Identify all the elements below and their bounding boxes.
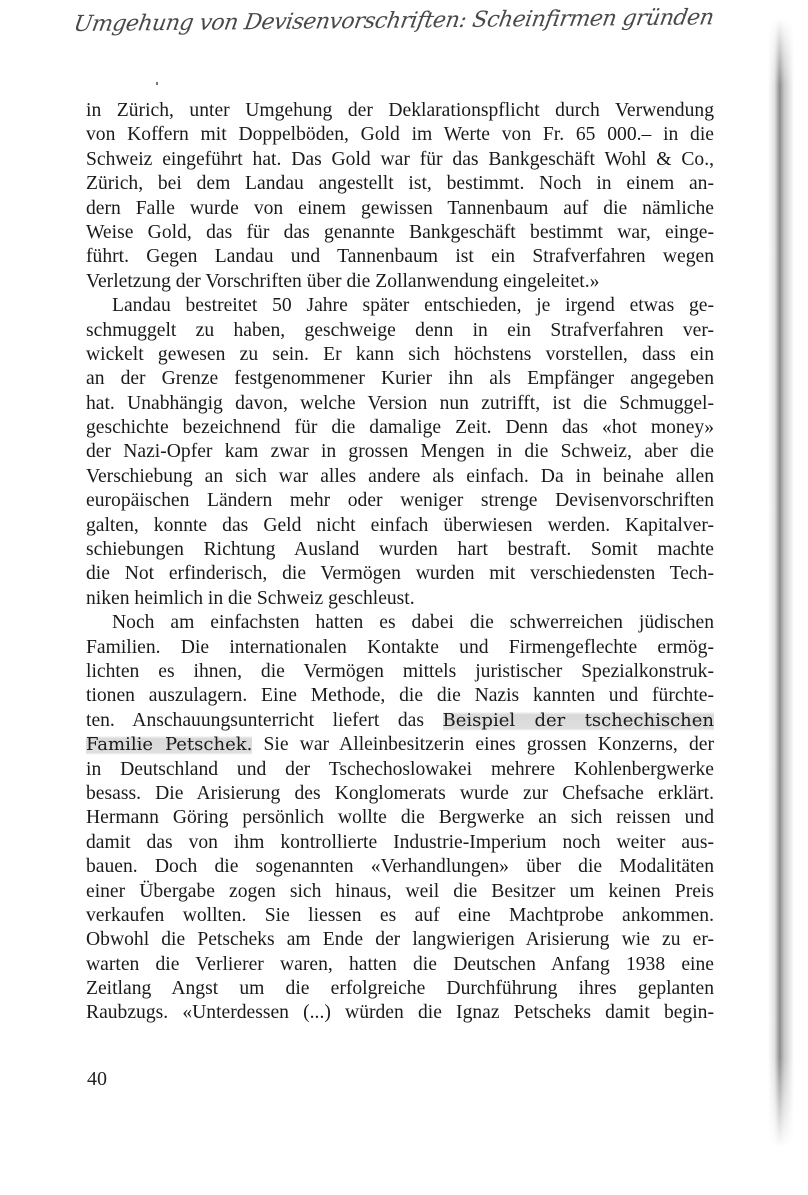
- text-line: in Zürich, unter Umgehung der Deklarationspflicht durch Verwendung: [86, 100, 714, 121]
- text-line: dern Falle wurde von einem gewissen Tannenbaum auf die nämliche: [86, 197, 714, 219]
- body-text: [86, 99, 714, 1026]
- text-line: hat. Unabhängig davon, welche Version nun zutrifft, ist die Schmuggel-: [86, 392, 714, 414]
- text-line: der Nazi-Opfer kam zwar in grossen Mengen in die Schweiz, aber die: [86, 441, 714, 463]
- text-line-with-highlight: [86, 709, 714, 733]
- text-line: Schweiz eingeführt hat. Das Gold war für das Bankgeschäft Wohl & Co.,: [86, 148, 714, 170]
- text-line: Verschiebung an sich war alles andere als einfach. Da in beinahe allen: [86, 465, 714, 487]
- text-fragment: ten. Anschauungsunterricht liefert das: [86, 709, 443, 731]
- text-line: Landau bestreitet 50 Jahre später entschieden, je irgend etwas ge-: [112, 295, 714, 317]
- text-line: besass. Die Arisierung des Konglomerats wurde zur Chefsache erklärt.: [86, 782, 714, 804]
- text-line: tionen auszulagern. Eine Methode, die die Nazis kannten und fürchte-: [86, 685, 714, 707]
- text-line: Obwohl die Petscheks am Ende der langwierigen Arisierung wie zu er-: [86, 929, 714, 951]
- text-line: Weise Gold, das für das genannte Bankgeschäft bestimmt war, einge-: [86, 221, 714, 243]
- stray-mark: [156, 82, 158, 85]
- handwritten-annotation: Umgehung von Devisenvorschriften: Scheinfirmen gründen: [71, 5, 716, 38]
- text-line: Hermann Göring persönlich wollte die Bergwerke an sich reissen und: [86, 807, 714, 829]
- text-line: Familien. Die internationalen Kontakte und Firmengeflechte ermög-: [86, 636, 714, 658]
- text-line: bauen. Doch die sogenannten «Verhandlungen» über die Modalitäten: [86, 856, 714, 878]
- text-line: Zürich, bei dem Landau angestellt ist, bestimmt. Noch in einem an-: [86, 173, 714, 195]
- text-line: Zeitlang Angst um die erfolgreiche Durchführung ihres geplanten: [86, 978, 714, 1000]
- text-line: einer Übergabe zogen sich hinaus, weil die Besitzer um keinen Preis: [86, 880, 714, 902]
- highlighted-text: Familie Petschek.: [86, 734, 253, 756]
- text-line-with-highlight: [86, 733, 714, 757]
- text-line: schmuggelt zu haben, geschweige denn in ein Strafverfahren ver-: [86, 319, 714, 341]
- paragraph-3: [86, 611, 714, 1026]
- text-line: warten die Verlierer waren, hatten die Deutschen Anfang 1938 eine: [86, 953, 714, 975]
- text-line: niken heimlich in die Schweiz geschleust.: [86, 587, 415, 609]
- text-line: Noch am einfachsten hatten es dabei die schwerreichen jüdischen: [112, 612, 714, 634]
- text-line: lichten es ihnen, die Vermögen mittels juristischer Spezialkonstruk-: [86, 660, 714, 682]
- text-line: Verletzung der Vorschriften über die Zollanwendung eingeleitet.»: [86, 270, 600, 292]
- paragraph-2: [86, 294, 714, 611]
- paragraph-1: [86, 99, 714, 294]
- page-number: 40: [87, 1068, 107, 1090]
- text-fragment: Sie war Alleinbesitzerin eines grossen Konzerns, der: [252, 734, 715, 756]
- text-line: führt. Gegen Landau und Tannenbaum ist ein Strafverfahren wegen: [86, 246, 714, 268]
- text-line: geschichte bezeichnend für die damalige Zeit. Denn das «hot money»: [86, 417, 714, 439]
- book-spine-shadow: [768, 18, 794, 1148]
- text-line: europäischen Ländern mehr oder weniger strenge Devisenvorschriften: [86, 490, 714, 512]
- text-line: die Not erfinderisch, die Vermögen wurden mit verschiedensten Tech-: [86, 563, 714, 585]
- text-line: galten, konnte das Geld nicht einfach überwiesen werden. Kapitalver-: [86, 514, 714, 536]
- text-line: schiebungen Richtung Ausland wurden hart bestraft. Somit machte: [86, 539, 714, 561]
- text-line: verkaufen wollten. Sie liessen es auf eine Machtprobe ankommen.: [86, 904, 714, 926]
- text-line: Raubzugs. «Unterdessen (...) würden die Ignaz Petscheks damit begin-: [86, 1002, 714, 1024]
- text-line: in Deutschland und der Tschechoslowakei mehrere Kohlenbergwerke: [86, 758, 714, 780]
- text-line: wickelt gewesen zu sein. Er kann sich höchstens vorstellen, dass ein: [86, 343, 714, 365]
- text-line: damit das von ihm kontrollierte Industrie-Imperium noch weiter aus-: [86, 831, 714, 853]
- text-line: von Koffern mit Doppelböden, Gold im Werte von Fr. 65 000.– in die: [86, 124, 714, 146]
- text-line: an der Grenze festgenommener Kurier ihn als Empfänger angegeben: [86, 368, 714, 390]
- highlighted-text: Beispiel der tschechischen: [442, 709, 714, 731]
